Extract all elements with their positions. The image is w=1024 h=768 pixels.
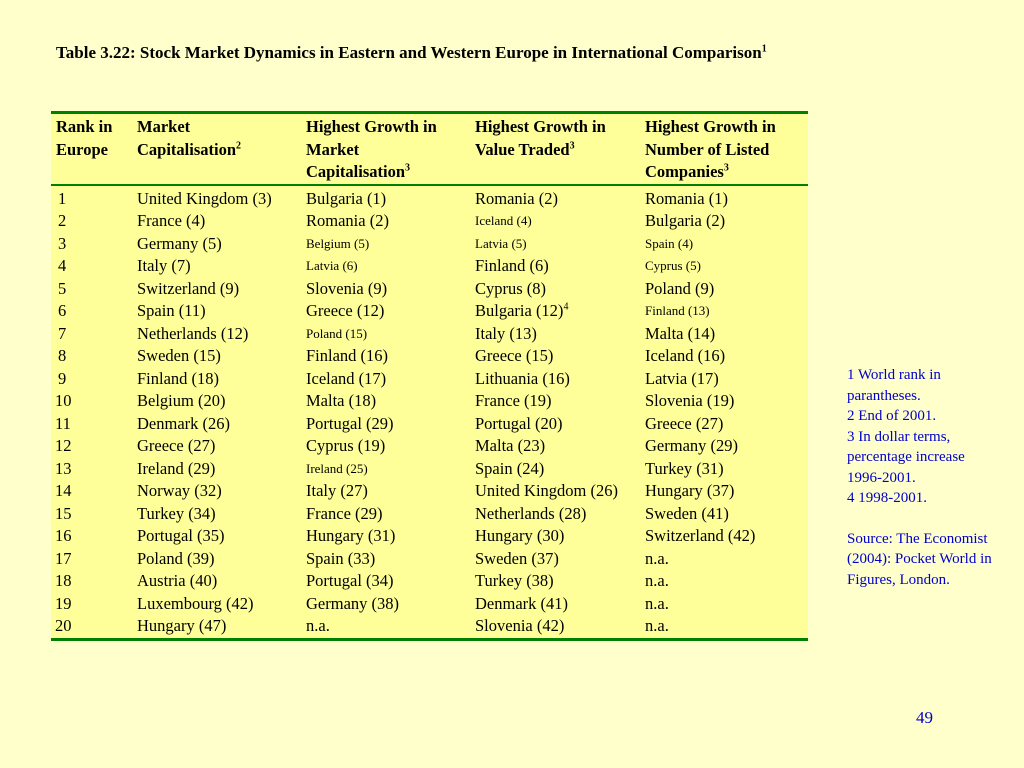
cell-text: Lithuania (16) [475,368,570,388]
rank-cell: 14 [55,481,72,500]
cell-text: Bulgaria (2) [645,211,726,230]
table-cell [301,593,470,616]
cell-text: Hungary (47) [137,616,227,635]
table-row [51,413,808,436]
table-cell [470,210,640,233]
cell-text: Poland (9) [645,278,715,298]
cell-text: Turkey (38) [475,571,554,590]
table-cell [132,233,301,256]
rank-cell: 13 [55,458,72,478]
table-cell [470,570,640,593]
table-cell [132,503,301,526]
table-cell [132,390,301,413]
cell-text: Finland (6) [475,256,549,275]
cell-text: n.a. [645,548,669,568]
cell-text: Greece (27) [645,413,724,433]
rank-cell: 3 [58,233,67,253]
table-cell [640,503,808,526]
table-cell [301,525,470,548]
cell-text: Italy (13) [475,323,537,343]
table-row [51,615,808,639]
table-cell [301,458,470,481]
table-cell [640,233,808,256]
table-row [51,368,808,391]
table-cell [470,435,640,458]
table-cell [132,255,301,278]
cell-text: Romania (2) [475,188,558,208]
table-cell [470,413,640,436]
cell-text: Latvia (5) [475,235,527,251]
table-cell [132,435,301,458]
cell-text: Poland (39) [137,548,215,568]
cell-text: Germany (38) [306,593,400,613]
rank-cell: 19 [55,593,72,613]
cell-text: Turkey (34) [137,503,216,523]
cell-text: Italy (7) [137,256,191,275]
table-cell [132,615,301,639]
table-cell [301,480,470,503]
rank-cell: 10 [55,391,72,410]
table-cell [470,300,640,323]
table-row [51,233,808,256]
cell-text: Finland (18) [137,368,220,388]
table-cell [470,458,640,481]
table-container [51,111,808,641]
table-cell [640,525,808,548]
table-cell [132,368,301,391]
rank-cell: 17 [55,548,72,568]
cell-text: Slovenia (42) [475,616,565,635]
table-cell [470,548,640,571]
table-cell [301,345,470,368]
cell-text: Iceland (4) [475,213,532,228]
page-number: 49 [916,708,933,727]
cell-text: Spain (11) [137,301,206,320]
rank-cell: 9 [58,368,67,388]
cell-text: Germany (29) [645,436,739,455]
stock-market-table [51,111,808,641]
cell-text: Germany (5) [137,233,222,253]
cell-text: Spain (33) [306,548,376,568]
cell-text: Denmark (26) [137,413,231,433]
cell-text: France (4) [137,211,206,230]
table-cell [301,233,470,256]
cell-text: Portugal (34) [306,571,394,590]
cell-text: Finland (16) [306,346,389,365]
rank-cell: 20 [55,616,72,635]
footnote: 2 End of 2001. [847,408,937,424]
cell-text: Portugal (20) [475,413,563,433]
cell-text: Spain (24) [475,458,545,478]
table-row [51,278,808,301]
cell-text: Bulgaria (12) [475,301,564,320]
cell-text: Portugal (35) [137,526,225,545]
table-cell [132,458,301,481]
table-cell [470,323,640,346]
cell-text: Switzerland (42) [645,526,756,545]
table-cell [301,413,470,436]
table-cell [470,345,640,368]
table-cell [640,413,808,436]
table-row [51,435,808,458]
cell-text: Cyprus (8) [475,278,547,298]
rank-cell: 12 [55,436,72,455]
cell-text: Iceland (16) [645,346,726,365]
cell-text: Poland (15) [306,325,368,341]
cell-text: Ireland (29) [137,458,216,478]
cell-text: Latvia (6) [306,258,358,273]
footnote: 1 World rank in parantheses. [847,367,941,404]
cell-text: France (19) [475,391,552,410]
table-cell [301,368,470,391]
table-cell [640,185,808,211]
rank-cell: 7 [58,323,67,343]
table-cell [470,255,640,278]
source-note: Source: The Economist (2004): Pocket World in Figures, London. [847,530,992,588]
table-cell [132,593,301,616]
cell-text: n.a. [645,593,669,613]
table-cell [470,593,640,616]
table-cell [301,278,470,301]
cell-text: Cyprus (19) [306,436,386,455]
cell-text: Greece (27) [137,436,216,455]
cell-text: n.a. [645,616,669,635]
table-cell [301,390,470,413]
table-cell [640,210,808,233]
cell-text: Denmark (41) [475,593,569,613]
header-growth-market-cap: Highest Growth in Market Capitalisation$^3$ [306,117,437,181]
table-cell [640,278,808,301]
table-row [51,300,808,323]
cell-text: Sweden (37) [475,548,559,568]
table-cell [640,480,808,503]
table-body [51,185,808,640]
table-cell [640,458,808,481]
cell-text: Turkey (31) [645,458,724,478]
table-row [51,345,808,368]
table-cell [132,480,301,503]
table-row [51,185,808,211]
cell-text: Malta (18) [306,391,377,410]
table-cell [640,323,808,346]
cell-text: Latvia (17) [645,368,719,388]
table-cell [301,435,470,458]
cell-text: Iceland (17) [306,368,387,388]
cell-text: Belgium (5) [306,235,370,251]
footnotes [847,365,997,590]
cell-text: Portugal (29) [306,413,394,433]
table-cell [640,390,808,413]
rank-cell: 18 [55,571,72,590]
table-cell [301,548,470,571]
rank-cell: 4 [58,256,67,275]
cell-text: Netherlands (28) [475,503,587,523]
cell-footnote-marker: 4 [563,301,569,313]
rank-cell: 5 [58,278,67,298]
table-cell [470,390,640,413]
table-title-text: Table 3.22: Stock Market Dynamics in Eastern and Western Europe in International Comparison [56,43,762,62]
cell-text: Austria (40) [137,571,218,590]
table-cell [132,345,301,368]
rank-cell: 11 [55,413,71,433]
table-cell [640,255,808,278]
cell-text: n.a. [645,571,669,590]
footnote: 4 1998-2001. [847,490,927,506]
cell-text: Slovenia (9) [306,278,388,298]
cell-text: Bulgaria (1) [306,188,387,208]
table-cell [470,278,640,301]
table-cell [132,413,301,436]
rank-cell: 1 [58,188,67,208]
table-cell [301,570,470,593]
cell-text: Spain (4) [645,235,694,251]
cell-text: Sweden (15) [137,346,221,365]
table-cell [640,593,808,616]
table-cell [640,570,808,593]
cell-text: United Kingdom (3) [137,188,272,208]
table-cell [301,210,470,233]
cell-text: Belgium (20) [137,391,226,410]
table-cell [132,570,301,593]
table-cell [640,368,808,391]
cell-text: Cyprus (5) [645,258,701,273]
table-cell [301,503,470,526]
cell-text: Greece (15) [475,346,554,365]
title-footnote-marker: 1 [761,43,767,55]
table-cell [301,255,470,278]
table-row [51,525,808,548]
table-cell [301,323,470,346]
table-cell [640,300,808,323]
cell-text: Sweden (41) [645,503,729,523]
table-cell [132,185,301,211]
header-growth-listed-companies: Highest Growth in Number of Listed Companies$^3$ [645,117,776,181]
table-cell [301,615,470,639]
header-market-cap: Market Capitalisation$^2$ [137,117,242,159]
cell-text: Italy (27) [306,481,368,500]
table-row [51,480,808,503]
cell-text: Netherlands (12) [137,323,249,343]
table-cell [470,615,640,639]
table-cell [470,480,640,503]
cell-text: Malta (23) [475,436,546,455]
table-cell [132,525,301,548]
cell-text: Malta (14) [645,323,716,343]
cell-text: Switzerland (9) [137,278,240,298]
table-cell [640,345,808,368]
table-cell [640,615,808,639]
table-cell [132,323,301,346]
table-cell [470,525,640,548]
rank-cell: 8 [58,346,67,365]
cell-text: Romania (1) [645,188,728,208]
table-row [51,210,808,233]
footnote: 3 In dollar terms, percentage increase 1996-2001. [847,428,965,486]
table-row [51,255,808,278]
rank-cell: 15 [55,503,72,523]
cell-text: Hungary (30) [475,526,565,545]
cell-text: Norway (32) [137,481,222,500]
table-row [51,593,808,616]
table-cell [132,210,301,233]
table-cell [470,368,640,391]
table-row [51,458,808,481]
table-cell [301,300,470,323]
cell-text: Greece (12) [306,301,385,320]
table-cell [470,233,640,256]
cell-text: Ireland (25) [306,460,368,476]
table-cell [470,185,640,211]
table-header-row [51,113,808,185]
table-row [51,323,808,346]
table-cell [132,548,301,571]
table-title [56,42,796,64]
cell-text: Hungary (31) [306,526,396,545]
cell-text: Hungary (37) [645,481,735,500]
cell-text: n.a. [306,616,330,635]
table-row [51,390,808,413]
cell-text: Finland (13) [645,303,710,318]
header-rank: Rank in Europe [56,117,113,159]
table-cell [132,300,301,323]
header-growth-value-traded: Highest Growth in Value Traded$^3$ [475,117,606,159]
rank-cell: 2 [58,211,67,230]
rank-cell: 16 [55,526,72,545]
table-cell [640,435,808,458]
table-cell [470,503,640,526]
table-row [51,548,808,571]
cell-text: Romania (2) [306,211,389,230]
rank-cell: 6 [58,301,67,320]
table-row [51,503,808,526]
cell-text: France (29) [306,503,383,523]
cell-text: Slovenia (19) [645,391,735,410]
table-row [51,570,808,593]
table-cell [640,548,808,571]
cell-text: Luxembourg (42) [137,593,254,613]
table-cell [301,185,470,211]
table-cell [132,278,301,301]
cell-text: United Kingdom (26) [475,481,618,500]
